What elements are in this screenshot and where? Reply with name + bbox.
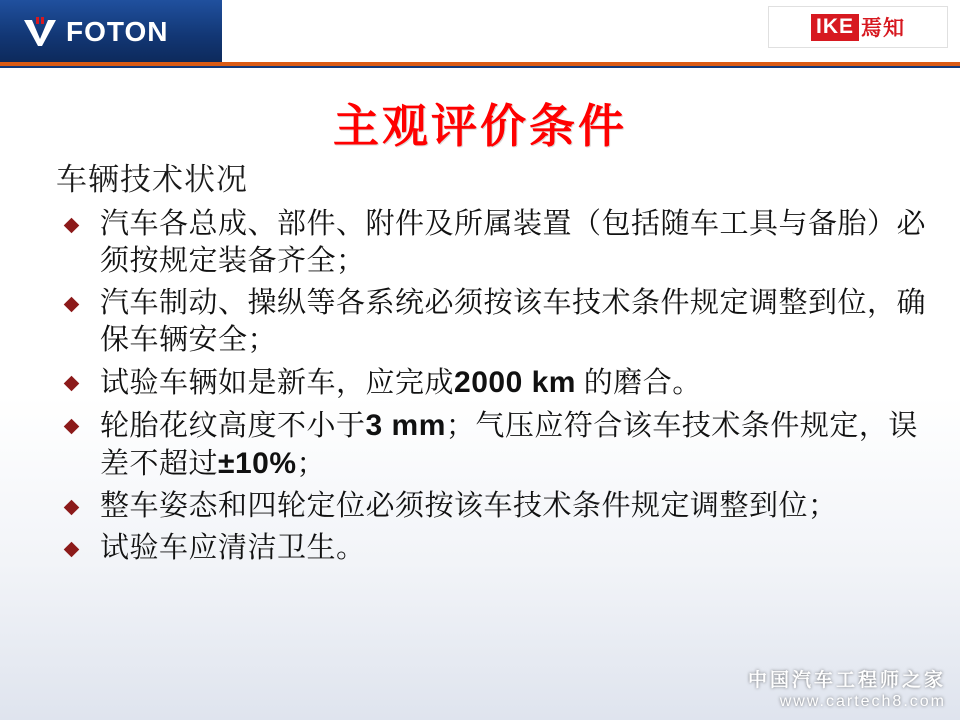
slide-body <box>56 160 926 572</box>
page-title: 主观评价条件 <box>333 101 627 152</box>
diamond-bullet-icon <box>64 297 80 313</box>
bullet-list <box>56 206 926 567</box>
watermark-cn: 中国汽车工程师之家 <box>747 670 946 691</box>
list-item <box>56 285 926 359</box>
foton-wordmark: FOTON <box>66 16 169 47</box>
diamond-bullet-icon <box>64 218 80 234</box>
list-item-text: 试验车应清洁卫生。 <box>100 532 366 564</box>
list-item-text: 轮胎花纹高度不小于3 mm；气压应符合该车技术条件规定，误差不超过±10%； <box>100 409 918 480</box>
header-blue-rule <box>0 66 960 68</box>
partner-logo-cn: 焉知 <box>861 17 905 40</box>
watermark-en: www.cartech8.com <box>779 693 946 710</box>
list-item-text: 汽车各总成、部件、附件及所属装置（包括随车工具与备胎）必须按规定装备齐全； <box>100 208 927 277</box>
partner-logo-badge: IKE <box>811 14 859 41</box>
diamond-bullet-icon <box>64 419 80 435</box>
list-item <box>56 364 926 402</box>
list-item-text: 试验车辆如是新车，应完成2000 km 的磨合。 <box>100 366 702 399</box>
diamond-bullet-icon <box>64 376 80 392</box>
partner-logo <box>768 6 948 48</box>
list-item <box>56 407 926 483</box>
list-item <box>56 530 926 567</box>
diamond-bullet-icon <box>64 500 80 516</box>
list-item <box>56 488 926 525</box>
foton-v-mark-icon <box>22 17 58 47</box>
watermark <box>748 670 946 712</box>
list-item-text: 整车姿态和四轮定位必须按该车技术条件规定调整到位； <box>100 490 838 522</box>
section-subheading: 车辆技术状况 <box>56 162 248 197</box>
list-item <box>56 206 926 280</box>
foton-logo <box>22 14 212 50</box>
list-item-text: 汽车制动、操纵等各系统必须按该车技术条件规定调整到位，确保车辆安全； <box>100 287 927 356</box>
slide-header <box>0 0 960 62</box>
diamond-bullet-icon <box>64 542 80 558</box>
